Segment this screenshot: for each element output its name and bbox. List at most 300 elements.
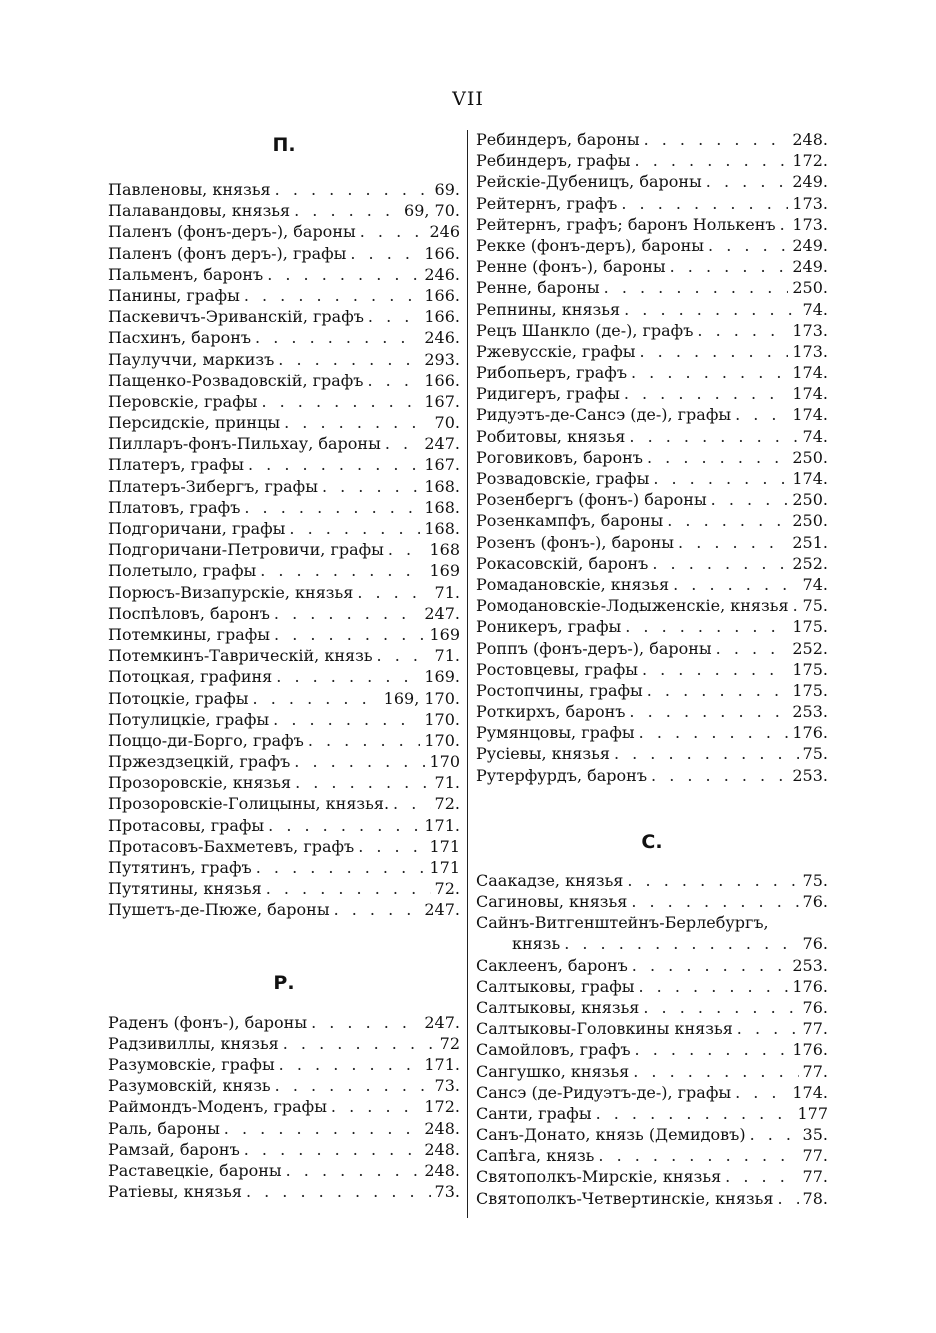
dot-leader <box>220 1119 421 1138</box>
entry-page: 71. <box>434 773 460 793</box>
entry-page: 166. <box>424 307 460 327</box>
entry-name: Разумовскіе, графы <box>108 1054 275 1074</box>
index-entry <box>108 540 460 561</box>
section-heading-p: П. <box>272 134 296 156</box>
dot-leader <box>693 321 788 340</box>
dot-leader <box>252 858 426 877</box>
entry-page: 173. <box>792 214 828 234</box>
section-heading-r: Р. <box>273 971 295 994</box>
entry-name: Рутерфурдъ, баронъ <box>476 765 648 785</box>
entry-page: 73. <box>434 1182 460 1202</box>
index-entry <box>108 477 460 498</box>
entry-name: Ренне, бароны <box>476 278 600 298</box>
entry-name: Прозоровскіе, князья <box>108 773 292 793</box>
index-entry <box>476 1062 828 1083</box>
index-entry <box>476 427 828 448</box>
entry-page: 70. <box>434 413 460 433</box>
index-entry <box>476 892 828 913</box>
index-entry <box>108 350 460 371</box>
entry-name: Путятины, князья <box>108 879 262 899</box>
index-entry <box>108 731 460 752</box>
dot-leader <box>621 617 788 636</box>
dot-leader <box>560 934 798 953</box>
index-entry <box>476 1040 828 1061</box>
entry-name: Ребиндеръ, бароны <box>476 130 640 149</box>
entry-page: 175. <box>792 659 828 679</box>
entry-name: Румянцовы, графы <box>476 723 635 743</box>
dot-leader <box>270 604 420 623</box>
index-entry <box>476 977 828 998</box>
dot-leader <box>733 1019 799 1038</box>
index-entry <box>476 448 828 469</box>
index-entry <box>108 625 460 646</box>
index-entry <box>476 702 828 723</box>
index-entry <box>108 858 460 879</box>
entry-page: 174. <box>792 384 828 404</box>
index-entry <box>108 286 460 307</box>
dot-leader <box>617 194 788 213</box>
dot-leader <box>746 1125 799 1144</box>
index-entry <box>108 434 460 455</box>
entry-name: Порюсъ-Визапурскіе, князья <box>108 582 354 602</box>
entry-page: 72 <box>439 1033 460 1053</box>
dot-leader <box>635 977 789 996</box>
index-entry <box>476 533 828 554</box>
dot-leader <box>649 469 788 488</box>
dot-leader <box>330 900 421 919</box>
index-entry <box>476 151 828 172</box>
entry-page: 173. <box>792 341 828 361</box>
dot-leader <box>600 278 789 297</box>
dot-leader <box>620 300 798 319</box>
dot-leader <box>280 413 430 432</box>
index-entry <box>476 342 828 363</box>
index-entry <box>108 752 460 773</box>
index-entry <box>108 519 460 540</box>
dot-leader <box>789 596 799 615</box>
dot-leader <box>639 998 798 1017</box>
entry-name: Саакадзе, князья <box>476 870 624 890</box>
section-heading-s: С. <box>641 830 663 853</box>
index-entry <box>476 1189 828 1210</box>
index-entry <box>108 1034 460 1055</box>
entry-page: 169 <box>429 561 460 581</box>
entry-page: 76. <box>802 997 828 1017</box>
entry-name: Ромодановскіе-Лодыженскіе, князья <box>476 596 789 616</box>
entry-page: 247. <box>424 603 460 623</box>
dot-leader <box>290 201 400 220</box>
index-entry <box>108 667 460 688</box>
entry-name: Салтыковы-Головкины князья <box>476 1019 733 1039</box>
entry-name: Протасовъ-Бахметевъ, графъ <box>108 836 355 856</box>
index-entry <box>108 604 460 625</box>
dot-leader <box>629 1062 798 1081</box>
entry-name: Потемкинъ-Таврическій, князь <box>108 646 373 666</box>
entry-name: Пальменъ, баронъ <box>108 264 264 284</box>
dot-leader <box>631 151 789 170</box>
entry-page: 172. <box>792 151 828 171</box>
dot-leader <box>776 215 789 234</box>
entry-page: 76. <box>802 934 828 954</box>
entry-page: 246 <box>429 222 460 242</box>
dot-leader <box>318 477 420 496</box>
entry-page: 176. <box>792 723 828 743</box>
dot-leader <box>275 1055 421 1074</box>
dot-leader <box>594 1146 798 1165</box>
dot-leader <box>643 681 789 700</box>
entry-name: Рейтернъ, графъ <box>476 193 618 213</box>
entry-page: 69. <box>434 180 460 199</box>
index-entry <box>476 998 828 1019</box>
dot-leader <box>242 1182 431 1201</box>
entry-name: Потемкины, графы <box>108 624 271 644</box>
dot-leader <box>381 434 421 453</box>
dot-leader <box>346 244 420 263</box>
entry-name: Паулуччи, маркизъ <box>108 349 275 369</box>
entry-name: Панины, графы <box>108 285 240 305</box>
index-entry <box>108 307 460 328</box>
entry-name: Санти, графы <box>476 1103 592 1123</box>
index-entry <box>108 1119 460 1140</box>
index-entry <box>476 1019 828 1040</box>
entry-name: Роговиковъ, баронъ <box>476 447 643 467</box>
dot-leader <box>271 1076 431 1095</box>
index-entry <box>476 363 828 384</box>
entry-page: 167. <box>424 391 460 411</box>
dot-leader <box>279 1034 436 1053</box>
entry-page: 170 <box>429 752 460 772</box>
dot-leader <box>244 455 420 474</box>
index-entry <box>108 900 460 921</box>
entry-page: 174. <box>792 469 828 488</box>
index-entry <box>108 392 460 413</box>
dot-leader <box>666 257 789 276</box>
index-entry <box>476 511 828 532</box>
entry-page: 173. <box>792 320 828 340</box>
index-entry <box>108 837 460 858</box>
entry-page: 249. <box>792 257 828 277</box>
entry-name: Санъ-Донато, князь (Демидовъ) <box>476 1125 746 1145</box>
index-entry <box>476 681 828 702</box>
dot-leader <box>262 879 431 898</box>
entry-name: Ратіевы, князья <box>108 1182 242 1202</box>
entry-name: Розенъ (фонъ-), бароны <box>476 532 675 552</box>
dot-leader <box>274 350 420 369</box>
index-entry <box>476 744 828 765</box>
entry-page: 171 <box>429 858 460 877</box>
index-entry <box>476 300 828 321</box>
index-entry <box>476 215 828 236</box>
entry-name: Сансэ (де-Ридуэтъ-де-), графы <box>476 1082 732 1102</box>
entry-name: Поццо-ди-Борго, графъ <box>108 730 304 750</box>
dot-leader <box>635 723 789 742</box>
entry-name: Пащенко-Розвадовскій, графъ <box>108 370 364 390</box>
entry-page: 248. <box>424 1160 460 1180</box>
dot-leader <box>240 1140 421 1159</box>
right-column <box>476 130 828 1210</box>
entry-page: 248. <box>424 1118 460 1138</box>
dot-leader <box>721 1167 798 1186</box>
entry-page: 75. <box>802 870 828 890</box>
dot-leader <box>625 427 798 446</box>
entry-name: Робитовы, князья <box>476 426 626 446</box>
entry-name: Рейскіе-Дубеницъ, бароны <box>476 172 702 192</box>
index-entry <box>476 172 828 193</box>
index-entry <box>476 1104 828 1125</box>
index-entry <box>108 583 460 604</box>
entry-name: Платеръ, графы <box>108 455 244 475</box>
dot-leader <box>704 236 788 255</box>
index-entry <box>108 328 460 349</box>
entry-name: Ростовцевы, графы <box>476 659 638 679</box>
section-r-cont-list <box>476 130 828 787</box>
page-number: VII <box>452 88 484 110</box>
dot-leader <box>291 773 430 792</box>
entry-name: Паскевичъ-Эриванскій, графъ <box>108 307 364 327</box>
index-entry <box>108 773 460 794</box>
entry-page: 171. <box>424 1054 460 1074</box>
dot-leader <box>251 328 420 347</box>
entry-name: Розвадовскіе, графы <box>476 469 650 488</box>
index-entry <box>476 130 828 151</box>
entry-page: 75. <box>802 744 828 764</box>
entry-name: Ридуэтъ-де-Сансэ (де-), графы <box>476 405 732 425</box>
entry-name: Пилларъ-фонъ-Пильхау, бароны <box>108 434 381 454</box>
entry-name: Поспѣловъ, баронъ <box>108 603 270 623</box>
index-entry <box>476 1083 828 1104</box>
entry-page: 170. <box>424 730 460 750</box>
entry-page: 169. <box>424 667 460 687</box>
dot-leader <box>307 1013 420 1032</box>
entry-page: 174. <box>792 1082 828 1102</box>
index-entry <box>108 646 460 667</box>
entry-page: 74. <box>802 299 828 319</box>
entry-name: Саклеенъ, баронъ <box>476 955 628 975</box>
entry-page: 293. <box>424 349 460 369</box>
dot-leader <box>731 405 788 424</box>
entry-page: 174. <box>792 363 828 383</box>
dot-leader <box>240 498 420 517</box>
dot-leader <box>638 660 788 679</box>
index-entry <box>108 201 460 222</box>
entry-name: Персидскіе, принцы <box>108 413 281 433</box>
entry-page: 247. <box>424 434 460 454</box>
index-entry <box>108 1140 460 1161</box>
entry-page: 169 <box>429 624 460 644</box>
entry-page: 248. <box>792 130 828 149</box>
dot-leader <box>384 540 426 559</box>
dot-leader <box>620 384 789 403</box>
entry-name: Платеръ-Зибергъ, графы <box>108 476 318 496</box>
entry-page: 71. <box>434 646 460 666</box>
entry-name: Павленовы, князья <box>108 180 271 199</box>
entry-name: Паленъ (фонъ деръ-), графы <box>108 243 347 263</box>
entry-page: 166. <box>424 370 460 390</box>
entry-page: 173. <box>792 193 828 213</box>
entry-name: Разумовскій, князь <box>108 1076 271 1096</box>
dot-leader <box>353 583 430 602</box>
dot-leader <box>271 180 431 199</box>
entry-page: 35. <box>802 1125 828 1145</box>
entry-name: Раденъ (фонъ-), бароны <box>108 1012 308 1032</box>
dot-leader <box>364 307 420 326</box>
entry-name: Розенбергъ (фонъ-) бароны <box>476 490 707 510</box>
dot-leader <box>669 575 798 594</box>
index-entry <box>108 794 460 815</box>
index-entry <box>476 236 828 257</box>
entry-page: 251. <box>792 532 828 552</box>
entry-name: Роникеръ, графы <box>476 617 622 637</box>
dot-leader <box>363 371 420 390</box>
index-entry <box>476 596 828 617</box>
index-entry <box>476 321 828 342</box>
entry-name: Пасхинъ, баронъ <box>108 328 252 348</box>
entry-name: Рамзай, баронъ <box>108 1139 240 1159</box>
index-entry <box>476 490 828 511</box>
index-entry <box>108 371 460 392</box>
dot-leader <box>635 342 788 361</box>
entry-page: 73. <box>434 1076 460 1096</box>
dot-leader <box>256 561 425 580</box>
index-entry <box>476 554 828 575</box>
index-entry <box>108 1097 460 1118</box>
entry-page: 250. <box>792 511 828 531</box>
index-entry <box>108 816 460 837</box>
entry-page: 176. <box>792 976 828 996</box>
entry-name: Радзивиллы, князья <box>108 1033 279 1053</box>
index-entry <box>108 498 460 519</box>
entry-page: 172. <box>424 1097 460 1117</box>
entry-name: Репнины, князья <box>476 299 621 319</box>
dot-leader <box>592 1104 794 1123</box>
entry-name: Рецъ Шанкло (де-), графъ <box>476 320 694 340</box>
dot-leader <box>282 1161 421 1180</box>
entry-name: Русіевы, князья <box>476 744 610 764</box>
dot-leader <box>627 363 788 382</box>
dot-leader <box>707 490 789 509</box>
entry-page: 78. <box>802 1188 828 1208</box>
entry-name: Потулицкіе, графы <box>108 709 270 729</box>
index-entry <box>476 1146 828 1167</box>
index-entry <box>108 455 460 476</box>
dot-leader <box>663 511 788 530</box>
entry-page: 76. <box>802 892 828 911</box>
entry-page: 249. <box>792 172 828 192</box>
entry-page: 175. <box>792 617 828 637</box>
entry-name: Сагиновы, князья <box>476 892 628 911</box>
dot-leader <box>304 731 421 750</box>
dot-leader <box>240 286 421 305</box>
entry-name: Рибопьеръ, графъ <box>476 363 627 383</box>
index-entry <box>108 265 460 286</box>
entry-page: 248. <box>424 1139 460 1159</box>
entry-name: Паленъ (фонъ-деръ-), бароны <box>108 222 356 242</box>
index-entry <box>476 278 828 299</box>
entry-name: Рокасовскій, баронъ <box>476 553 649 573</box>
dot-leader <box>373 646 431 665</box>
dot-leader <box>354 837 425 856</box>
section-r-list <box>108 1013 460 1204</box>
dot-leader <box>731 1083 788 1102</box>
entry-name: Рекке (фонъ-деръ), бароны <box>476 235 705 255</box>
entry-page: 77. <box>802 1061 828 1081</box>
dot-leader <box>356 222 426 241</box>
entry-page: 252. <box>792 553 828 573</box>
entry-page: 168. <box>424 476 460 496</box>
left-column <box>108 130 460 1203</box>
index-entry <box>476 913 828 934</box>
entry-page: 250. <box>792 447 828 467</box>
entry-page: 253. <box>792 955 828 975</box>
entry-name: Перовскіе, графы <box>108 391 258 411</box>
entry-page: 247. <box>424 1012 460 1032</box>
entry-page: 253. <box>792 702 828 722</box>
entry-name: Полетыло, графы <box>108 561 257 581</box>
entry-page: 71. <box>434 582 460 602</box>
entry-page: 72. <box>434 794 460 814</box>
dot-leader <box>648 554 788 573</box>
entry-page: 167. <box>424 455 460 475</box>
dot-leader <box>290 752 425 771</box>
index-entry <box>476 575 828 596</box>
entry-name: Раль, бароны <box>108 1118 220 1138</box>
index-entry <box>108 244 460 265</box>
entry-page: 169, 170. <box>383 688 460 708</box>
entry-page: 168. <box>424 497 460 517</box>
dot-leader <box>640 130 789 149</box>
entry-page: 75. <box>802 596 828 616</box>
entry-page: 171 <box>429 836 460 856</box>
index-entry <box>108 689 460 710</box>
entry-name: Путятинъ, графъ <box>108 858 252 877</box>
dot-leader <box>285 519 420 538</box>
index-entry <box>476 660 828 681</box>
index-entry <box>108 413 460 434</box>
dot-leader <box>631 1040 789 1059</box>
dot-leader <box>623 871 798 890</box>
dot-leader <box>257 392 420 411</box>
entry-name: Роппъ (фонъ-деръ-), бароны <box>476 638 712 658</box>
entry-name: Палавандовы, князья <box>108 201 291 221</box>
dot-leader <box>389 794 431 813</box>
entry-name: Роткирхъ, баронъ <box>476 702 626 722</box>
dot-leader <box>627 892 798 911</box>
entry-name: Салтыковы, князья <box>476 997 640 1017</box>
entry-page: 250. <box>792 490 828 510</box>
entry-name: Прозоровскіе-Голицыны, князья. <box>108 794 390 814</box>
entry-page: 249. <box>792 235 828 255</box>
entry-name: Ростопчины, графы <box>476 680 643 700</box>
index-entry <box>476 1125 828 1146</box>
index-entry <box>476 257 828 278</box>
entry-page: 166. <box>424 285 460 305</box>
entry-page: 74. <box>802 574 828 594</box>
index-entry <box>108 1182 460 1203</box>
dot-leader <box>269 710 420 729</box>
dot-leader <box>327 1097 420 1116</box>
entry-name: Ржевусскіе, графы <box>476 341 636 361</box>
entry-name: Пржездзецкій, графъ <box>108 752 291 772</box>
entry-name: Подгоричани, графы <box>108 519 286 538</box>
index-entry <box>476 194 828 215</box>
entry-name: Святополкъ-Четвертинскіе, князья <box>476 1188 774 1208</box>
index-entry <box>476 639 828 660</box>
index-entry <box>476 384 828 405</box>
entry-name: Сапѣга, князь <box>476 1146 595 1166</box>
dot-leader <box>702 172 789 191</box>
index-entry <box>108 879 460 900</box>
entry-page: 174. <box>792 405 828 425</box>
